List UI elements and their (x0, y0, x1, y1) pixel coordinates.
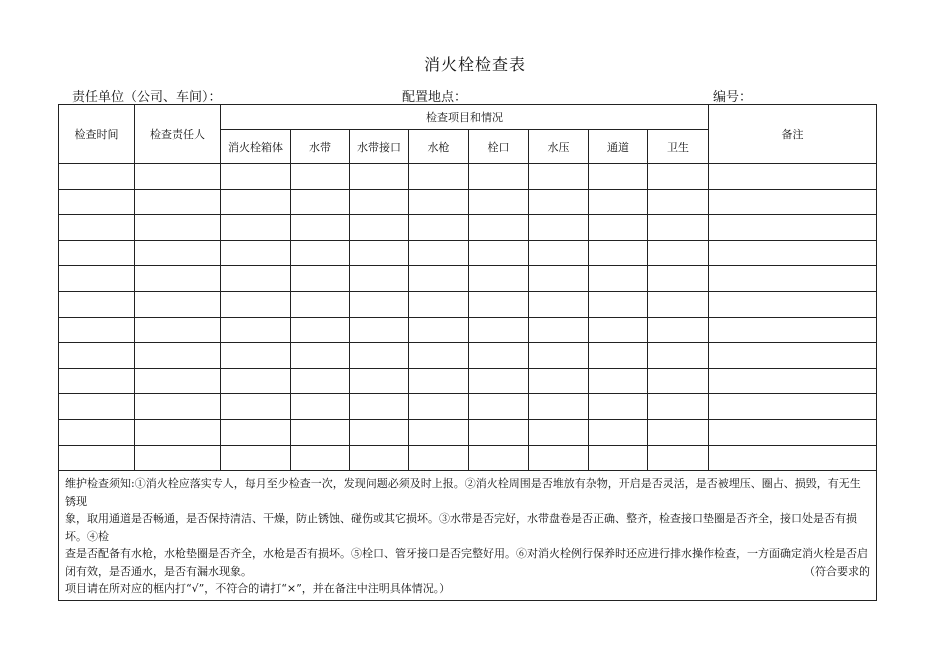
notes-line: 查是否配备有水枪，水枪垫圈是否齐全，水枪是否有损坏。⑤栓口、管牙接口是否完整好用。⑥对消火栓例行保养时还应进行排水操作检查，一方面确定消火栓是否启 (65, 547, 868, 561)
table-cell[interactable] (350, 215, 409, 241)
notes-line: 闭有效，是否通水，是否有漏水现象。 (65, 564, 252, 578)
header-item-passage: 通道 (589, 130, 648, 164)
table-cell[interactable] (221, 343, 291, 369)
table-cell[interactable] (529, 445, 589, 471)
table-row (59, 419, 877, 445)
notes-line-right: （符合要求的 (804, 564, 870, 578)
table-cell[interactable] (291, 164, 350, 190)
table-cell[interactable] (135, 368, 221, 394)
table-cell[interactable] (291, 240, 350, 266)
table-cell[interactable] (709, 189, 877, 215)
table-cell[interactable] (648, 368, 709, 394)
table-cell[interactable] (59, 164, 135, 190)
table-cell[interactable] (135, 394, 221, 420)
table-cell[interactable] (409, 317, 469, 343)
table-cell[interactable] (589, 266, 648, 292)
table-cell[interactable] (221, 317, 291, 343)
table-cell[interactable] (648, 317, 709, 343)
table-cell[interactable] (291, 343, 350, 369)
table-cell[interactable] (469, 445, 529, 471)
table-cell[interactable] (135, 240, 221, 266)
table-cell[interactable] (709, 368, 877, 394)
header-responsible-person: 检查责任人 (135, 105, 221, 164)
table-body (59, 164, 877, 471)
header-item-hygiene: 卫生 (648, 130, 709, 164)
table-cell[interactable] (709, 317, 877, 343)
table-cell[interactable] (469, 343, 529, 369)
table-cell[interactable] (529, 343, 589, 369)
table-cell[interactable] (350, 394, 409, 420)
table-row (59, 164, 877, 190)
table-cell[interactable] (59, 189, 135, 215)
table-cell[interactable] (59, 368, 135, 394)
table-cell[interactable] (589, 164, 648, 190)
table-row (59, 189, 877, 215)
table-cell[interactable] (135, 189, 221, 215)
table-row (59, 445, 877, 471)
table-cell[interactable] (589, 240, 648, 266)
table-row (59, 266, 877, 292)
table-cell[interactable] (409, 240, 469, 266)
table-cell[interactable] (469, 368, 529, 394)
table-cell[interactable] (469, 317, 529, 343)
table-cell[interactable] (709, 240, 877, 266)
table-cell[interactable] (648, 343, 709, 369)
table-cell[interactable] (350, 164, 409, 190)
table-cell[interactable] (469, 164, 529, 190)
table-cell[interactable] (529, 189, 589, 215)
table-cell[interactable] (409, 368, 469, 394)
table-cell[interactable] (409, 266, 469, 292)
header-item-hose-coupling: 水带接口 (350, 130, 409, 164)
table-cell[interactable] (589, 445, 648, 471)
table-cell[interactable] (709, 394, 877, 420)
table-cell[interactable] (291, 445, 350, 471)
table-cell[interactable] (529, 240, 589, 266)
table-cell[interactable] (291, 215, 350, 241)
table-cell[interactable] (221, 164, 291, 190)
notes-line: 象，取用通道是否畅通，是否保持清洁、干燥，防止锈蚀、碰伤或其它损坏。③水带是否完好，水带盘卷是否正确、整齐，检查接口垫圈是否齐全，接口处是否有损坏。④检 (65, 512, 857, 543)
table-cell[interactable] (589, 317, 648, 343)
table-cell[interactable] (59, 240, 135, 266)
table-cell[interactable] (135, 291, 221, 317)
table-cell[interactable] (350, 189, 409, 215)
table-cell[interactable] (529, 368, 589, 394)
table-cell[interactable] (221, 419, 291, 445)
table-cell[interactable] (59, 266, 135, 292)
table-cell[interactable] (409, 343, 469, 369)
table-cell[interactable] (589, 291, 648, 317)
table-cell[interactable] (589, 394, 648, 420)
table-cell[interactable] (350, 419, 409, 445)
header-item-nozzle: 水枪 (409, 130, 469, 164)
table-cell[interactable] (529, 419, 589, 445)
table-cell[interactable] (409, 394, 469, 420)
table-cell[interactable] (469, 240, 529, 266)
table-cell[interactable] (135, 215, 221, 241)
table-cell[interactable] (529, 164, 589, 190)
table-cell[interactable] (221, 266, 291, 292)
table-row (59, 291, 877, 317)
table-cell[interactable] (709, 419, 877, 445)
table-cell[interactable] (469, 266, 529, 292)
table-cell[interactable] (291, 291, 350, 317)
table-cell[interactable] (469, 291, 529, 317)
table-cell[interactable] (350, 343, 409, 369)
table-cell[interactable] (135, 164, 221, 190)
notes-line: 维护检查须知:①消火栓应落实专人，每月至少检查一次，发现问题必须及时上报。②消火栓周围是否堆放有杂物，开启是否灵活，是否被埋压、圈占、损毁，有无生锈现 (65, 477, 861, 508)
table-cell[interactable] (350, 291, 409, 317)
table-cell[interactable] (221, 189, 291, 215)
notes-line: 项目请在所对应的框内打“√”，不符合的请打“×”，并在备注中注明具体情况。） (65, 582, 451, 596)
table-cell[interactable] (135, 266, 221, 292)
number-label: 编号： (713, 90, 753, 105)
table-cell[interactable] (529, 394, 589, 420)
table-cell[interactable] (135, 445, 221, 471)
table-cell[interactable] (589, 215, 648, 241)
table-row (59, 240, 877, 266)
table-cell[interactable] (589, 189, 648, 215)
table-row (59, 215, 877, 241)
table-cell[interactable] (709, 266, 877, 292)
table-cell[interactable] (409, 291, 469, 317)
table-cell[interactable] (350, 445, 409, 471)
table-cell[interactable] (135, 343, 221, 369)
header-item-cabinet: 消火栓箱体 (221, 130, 291, 164)
table-cell[interactable] (709, 291, 877, 317)
table-cell[interactable] (529, 215, 589, 241)
table-cell[interactable] (59, 419, 135, 445)
header-item-outlet: 栓口 (469, 130, 529, 164)
table-cell[interactable] (59, 215, 135, 241)
table-cell[interactable] (59, 394, 135, 420)
table-cell[interactable] (221, 215, 291, 241)
table-cell[interactable] (350, 266, 409, 292)
table-cell[interactable] (648, 291, 709, 317)
location-label: 配置地点： (402, 90, 468, 105)
table-cell[interactable] (350, 317, 409, 343)
table-cell[interactable] (59, 343, 135, 369)
table-row (59, 343, 877, 369)
unit-label: 责任单位（公司、车间）： (72, 90, 222, 105)
table-cell[interactable] (529, 317, 589, 343)
table-cell[interactable] (469, 394, 529, 420)
table-cell[interactable] (409, 189, 469, 215)
table-cell[interactable] (589, 419, 648, 445)
table-cell[interactable] (648, 394, 709, 420)
header-inspection-items: 检查项目和情况 (221, 105, 709, 130)
table-cell[interactable] (291, 266, 350, 292)
table-row (59, 394, 877, 420)
table-cell[interactable] (648, 445, 709, 471)
table-cell[interactable] (221, 240, 291, 266)
table-cell[interactable] (291, 368, 350, 394)
table-cell[interactable] (291, 394, 350, 420)
table-cell[interactable] (469, 189, 529, 215)
table-cell[interactable] (648, 419, 709, 445)
table-cell[interactable] (291, 189, 350, 215)
page-title: 消火栓检查表 (423, 55, 526, 74)
table-cell[interactable] (221, 368, 291, 394)
table-cell[interactable] (409, 164, 469, 190)
table-cell[interactable] (135, 317, 221, 343)
table-cell[interactable] (648, 215, 709, 241)
table-cell[interactable] (648, 164, 709, 190)
table-cell[interactable] (350, 240, 409, 266)
table-cell[interactable] (221, 445, 291, 471)
table-cell[interactable] (529, 291, 589, 317)
table-cell[interactable] (409, 215, 469, 241)
table-cell[interactable] (59, 445, 135, 471)
table-cell[interactable] (221, 291, 291, 317)
table-cell[interactable] (648, 189, 709, 215)
table-row (59, 317, 877, 343)
table-cell[interactable] (589, 343, 648, 369)
header-remarks: 备注 (709, 105, 877, 164)
table-cell[interactable] (221, 394, 291, 420)
table-cell[interactable] (135, 419, 221, 445)
table-cell[interactable] (409, 445, 469, 471)
table-cell[interactable] (59, 317, 135, 343)
header-item-water-pressure: 水压 (529, 130, 589, 164)
table-cell[interactable] (709, 215, 877, 241)
table-cell[interactable] (350, 368, 409, 394)
table-cell[interactable] (409, 419, 469, 445)
table-cell[interactable] (469, 215, 529, 241)
table-cell[interactable] (529, 266, 589, 292)
table-cell[interactable] (59, 291, 135, 317)
table-cell[interactable] (709, 343, 877, 369)
table-cell[interactable] (291, 317, 350, 343)
table-cell[interactable] (469, 419, 529, 445)
table-row (59, 368, 877, 394)
table-cell[interactable] (291, 419, 350, 445)
table-cell[interactable] (709, 445, 877, 471)
table-cell[interactable] (648, 240, 709, 266)
maintenance-notes (59, 471, 877, 601)
header-inspection-time: 检查时间 (59, 105, 135, 164)
header-item-hose: 水带 (291, 130, 350, 164)
table-cell[interactable] (589, 368, 648, 394)
inspection-table (58, 104, 877, 601)
table-cell[interactable] (648, 266, 709, 292)
table-cell[interactable] (709, 164, 877, 190)
